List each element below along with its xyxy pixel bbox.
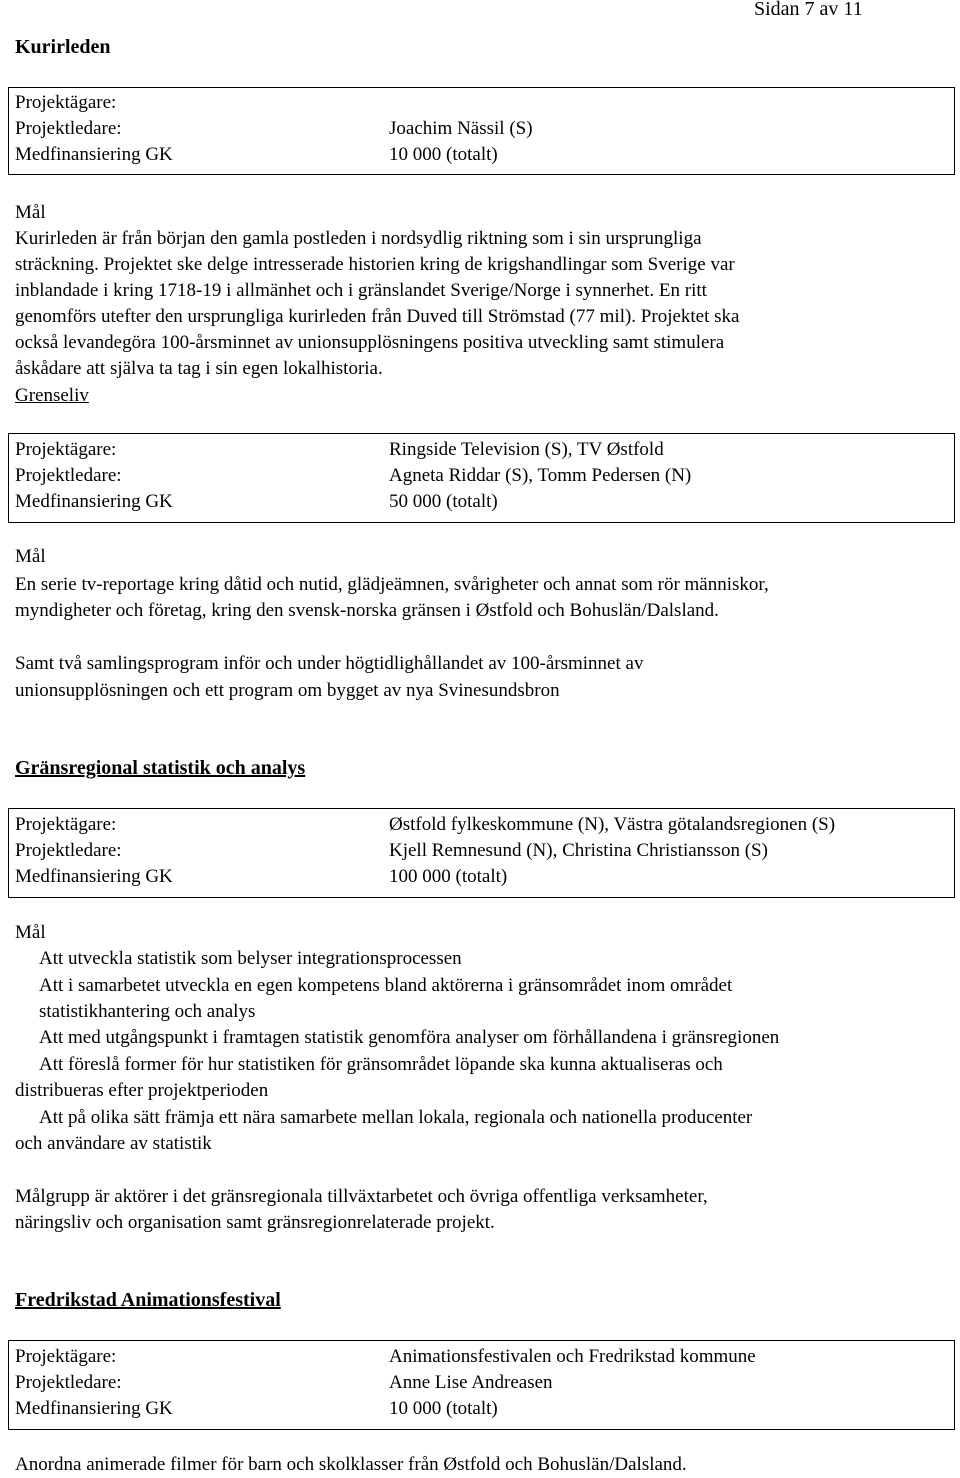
extra-text-line: unionsupplösningen och ett program om bygget av nya Svinesundsbron [15, 680, 560, 701]
leader-label: Projektledare: [15, 465, 122, 486]
page-number: Sidan 7 av 11 [754, 0, 863, 20]
goal-text-line: En serie tv-reportage kring dåtid och nutid, glädjeämnen, svårigheter och annat som rör människor, [15, 574, 769, 595]
leader-value: Joachim Nässil (S) [389, 118, 533, 139]
goal-text-line: genomförs utefter den ursprungliga kurirleden från Duved till Strömstad (77 mil). Projektet ska [15, 306, 740, 327]
section-title-kurirleden: Kurirleden [15, 36, 111, 58]
goal-item: Att med utgångspunkt i framtagen statistik genomföra analyser om förhållandena i gränsregionen [39, 1027, 780, 1048]
goal-text-line: åskådare att själva ta tag i sin egen lokalhistoria. [15, 358, 383, 379]
target-group-line: näringsliv och organisation samt gränsregionrelaterade projekt. [15, 1212, 495, 1233]
owner-label: Projektägare: [15, 1346, 117, 1367]
goal-text-line: också levandegöra 100-årsminnet av unionsupplösningens positiva utveckling samt stimulera [15, 332, 725, 353]
goal-text-line: sträckning. Projektet ske delge intresserade historien kring de krigshandlingar som Sverige var [15, 254, 735, 275]
section-title-grenseliv: Grenseliv [15, 385, 89, 406]
goal-item: statistikhantering och analys [39, 1001, 256, 1022]
funding-label: Medfinansiering GK [15, 1398, 173, 1419]
target-group-line: Målgrupp är aktörer i det gränsregionala tillväxtarbetet och övriga offentliga verksamheter, [15, 1186, 708, 1207]
leader-value: Anne Lise Andreasen [389, 1372, 553, 1393]
leader-label: Projektledare: [15, 1372, 122, 1393]
goal-text-line: Kurirleden är från början den gamla postleden i nordsydlig riktning som i sin ursprungliga [15, 228, 702, 249]
goal-item: Att i samarbetet utveckla en egen kompetens bland aktörerna i gränsområdet inom området [39, 975, 733, 996]
owner-value: Østfold fylkeskommune (N), Västra götalandsregionen (S) [389, 814, 836, 835]
section-title-statistik: Gränsregional statistik och analys [15, 757, 306, 779]
goal-heading: Mål [15, 546, 46, 567]
owner-value: Animationsfestivalen och Fredrikstad kommune [389, 1346, 756, 1367]
owner-label: Projektägare: [15, 814, 117, 835]
goal-item: Att föreslå former för hur statistiken för gränsområdet löpande ska kunna aktualiseras och [39, 1054, 723, 1075]
owner-value: Ringside Television (S), TV Østfold [389, 439, 664, 460]
extra-text-line: Samt två samlingsprogram inför och under högtidlighållandet av 100-årsminnet av [15, 653, 644, 674]
goal-item: och användare av statistik [15, 1133, 212, 1154]
goal-text-line: myndigheter och företag, kring den svensk-norska gränsen i Østfold och Bohuslän/Dalsland. [15, 600, 719, 621]
goal-item: distribueras efter projektperioden [15, 1080, 269, 1101]
goal-heading: Mål [15, 202, 46, 223]
leader-value: Kjell Remnesund (N), Christina Christiansson (S) [389, 840, 768, 861]
funding-label: Medfinansiering GK [15, 144, 173, 165]
description-line: Anordna animerade filmer för barn och skolklasser från Østfold och Bohuslän/Dalsland. [15, 1454, 687, 1475]
section-title-animationsfestival: Fredrikstad Animationsfestival [15, 1289, 281, 1311]
owner-label: Projektägare: [15, 439, 117, 460]
funding-value: 100 000 (totalt) [389, 866, 508, 887]
funding-label: Medfinansiering GK [15, 866, 173, 887]
leader-value: Agneta Riddar (S), Tomm Pedersen (N) [389, 465, 692, 486]
funding-label: Medfinansiering GK [15, 491, 173, 512]
goal-item: Att på olika sätt främja ett nära samarbete mellan lokala, regionala och nationella producenter [39, 1107, 753, 1128]
funding-value: 10 000 (totalt) [389, 144, 498, 165]
owner-label: Projektägare: [15, 92, 117, 113]
leader-label: Projektledare: [15, 840, 122, 861]
funding-value: 10 000 (totalt) [389, 1398, 498, 1419]
leader-label: Projektledare: [15, 118, 122, 139]
funding-value: 50 000 (totalt) [389, 491, 498, 512]
goal-text-line: inblandade i kring 1718-19 i allmänhet och i gränslandet Sverige/Norge i synnerhet. En ritt [15, 280, 707, 301]
goal-heading: Mål [15, 922, 46, 943]
goal-item: Att utveckla statistik som belyser integrationsprocessen [39, 948, 462, 969]
